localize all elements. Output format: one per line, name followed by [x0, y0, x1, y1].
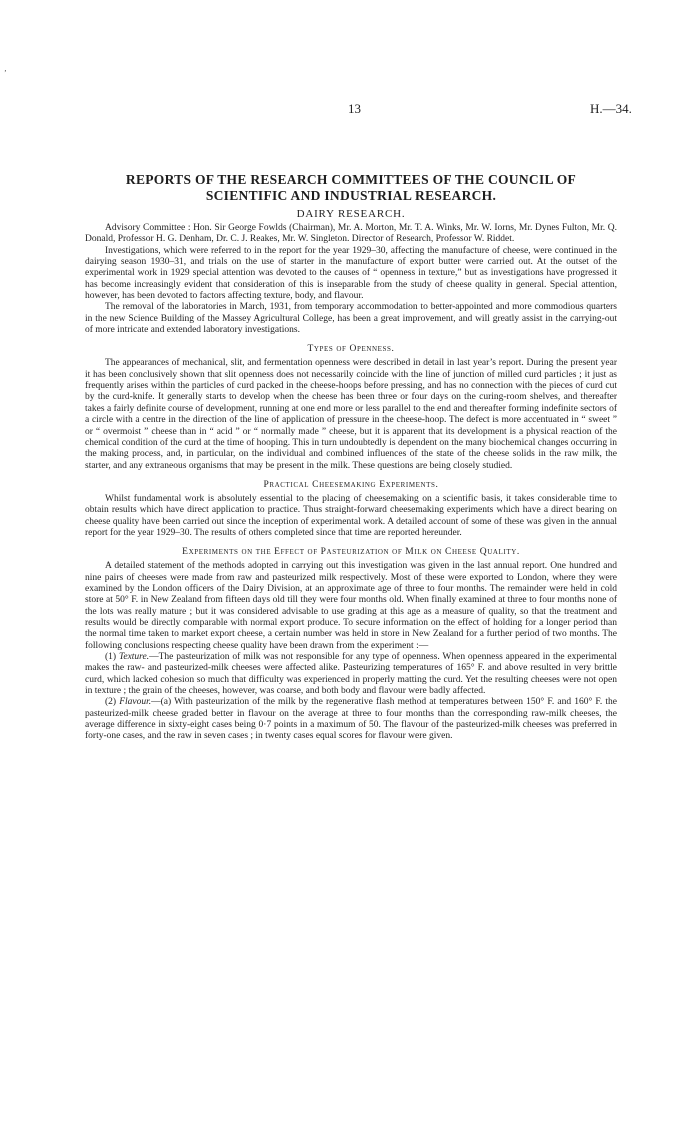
subheading-pasteurization-experiments [85, 547, 617, 557]
paragraph-pasteurization: A detailed statement of the methods adopted in carrying out this investigation was given in the last annual report. One hundred and nine pairs of cheeses were made from raw and pasteurized milk respectively. Most of these were exported to London, where they were examined by the London officers of the Dairy Division, at an approximate age of three to four months. The remainder were held in cold store at 50° F. in New Zealand from fifteen days old till they were four months old. When finally examined at three to four months none of the lots was really mature ; but it was considered advisable to use grading at this age as a measure of quality, so that the treatment and results would be directly comparable with normal export produce. To secure information on the effect of holding for a longer period than the normal time taken to market export cheese, a certain number was held in store in New Zealand for a further period of two months. The following conclusions respecting cheese quality have been drawn from the experiment :— [85, 561, 617, 651]
paragraph-flavour [85, 697, 617, 742]
report-title-line-2: SCIENTIFIC AND INDUSTRIAL RESEARCH. [205, 188, 497, 203]
paragraph-practical-experiments: Whilst fundamental work is absolutely essential to the placing of cheesemaking on a scientific basis, it takes considerable time to obtain results which have direct application to practice. Thus straight-forward cheesemaking experiments which have a direct bearing on cheese quality have been carried out since the inception of experimental work. A detailed account of some of these was given in the annual report for the year 1929–30. The results of others completed since that time are reported hereunder. [85, 493, 617, 538]
subheading-practical-label: Practical Cheesemaking Experiments. [263, 479, 439, 490]
paragraph-laboratory-removal: The removal of the laboratories in March, 1931, from temporary accommodation to better-appointed and more commodious quarters in the new Science Building of the Massey Agricultural College, has been a great improvement, and will greatly assist in the carrying-out of more intricate and extended laboratory investigations. [85, 302, 617, 336]
subheading-pasteurization-label: Experiments on the Effect of Pasteurization of Milk on Cheese Quality. [182, 547, 520, 558]
report-title-line-1: REPORTS OF THE RESEARCH COMMITTEES OF THE COUNCIL OF [125, 172, 577, 187]
paragraph-advisory-committee: Advisory Committee : Hon. Sir George Fowlds (Chairman), Mr. A. Morton, Mr. T. A. Winks, Mr. W. Iorns, Mr. Dynes Fulton, Mr. Q. Donald, Professor H. G. Denham, Dr. C. J. Reakes, Mr. W. Singleton. Director of Research, Professor W. Riddet. [85, 223, 617, 245]
paragraph-texture [85, 652, 617, 697]
texture-number: (1) [105, 652, 117, 662]
flavour-label: Flavour. [119, 697, 152, 708]
margin-mark: ‚ [4, 64, 7, 73]
page-body [85, 172, 617, 743]
texture-label: Texture. [118, 652, 150, 662]
subheading-types-of-openness [85, 344, 617, 354]
subheading-practical-cheesemaking [85, 480, 617, 490]
subheading-types-label: Types of Openness. [307, 344, 395, 355]
flavour-number: (2) [105, 697, 117, 708]
paragraph-openness: The appearances of mechanical, slit, and fermentation openness were described in detail in last year’s report. During the present year it has been conclusively shown that slit openness does not necessarily coincide with the line of junction of milled curd particles ; it just as frequently arises within the particles of curd packed in the cheese-hoops before pressing, and has no connection with the pieces of curd cut by the curd-knife. It generally starts to develop when the cheese has been three or four days on the curing-room shelves, and thereafter takes a fairly definite course of development, running at one end more or less parallel to the end and thereafter forming indefinite sectors of a circle with a centre in the direction of the line of application of pressure in the cheese-hoop. The defect is more accentuated in “ sweet ” or “ overmoist ” cheese than in “ acid ” or “ normally made ” cheese, but it is apparent that its development is a physical reaction of the chemical condition of the curd at the time of hooping. This in turn undoubtedly is dependent on the many biochemical changes occurring in the making process, and, in particular, on the individual and combined influences of the state of the cheese solids in the raw milk, the starter, and any extraneous organisms that may be present in the milk. These questions are being closely studied. [85, 358, 617, 471]
paragraph-investigations: Investigations, which were referred to in the report for the year 1929–30, affecting the manufacture of cheese, were continued in the dairying season 1930–31, and trials on the use of starter in the manufacture of export butter were carried out. At the outset of the experimental work in 1929 special attention was devoted to the causes of “ openness in texture,” but as investigations have progressed it has become increasingly evident that consideration of this is inseparable from the study of cheese quality in general. Special attention, however, has been devoted to factors affecting texture, body, and flavour. [85, 245, 617, 302]
section-heading-dairy-research: DAIRY RESEARCH. [296, 208, 406, 220]
texture-text: —The pasteurization of milk was not responsible for any type of openness. When openness appeared in the experimental makes the raw- and pasteurized-milk cheeses were affected alike. Pasteurizing temperatures of 165° F. and above resulted in very brittle curd, which lacked cohesion so much that difficulty was experienced in properly matting the curd. Yet the resulting cheeses were not open in texture ; the grain of the cheeses, however, was coarse, and both body and flavour were badly affected. [85, 652, 618, 697]
page-number: 13 [348, 101, 361, 116]
page-reference: H.—34. [590, 101, 632, 116]
flavour-text: —(a) With pasteurization of the milk by the regenerative flash method at temperatures between 150° F. and 160° F. the pasteurized-milk cheese graded better in flavour on the average at three to four months than the corresponding raw-milk cheeses, the average difference in sixty-eight cases being 0·7 points in a maximum of 50. The flavour of the pasteurized-milk cheeses was preferred in forty-one cases, and the raw in seven cases ; in twenty cases equal scores for flavour were given. [85, 697, 617, 742]
